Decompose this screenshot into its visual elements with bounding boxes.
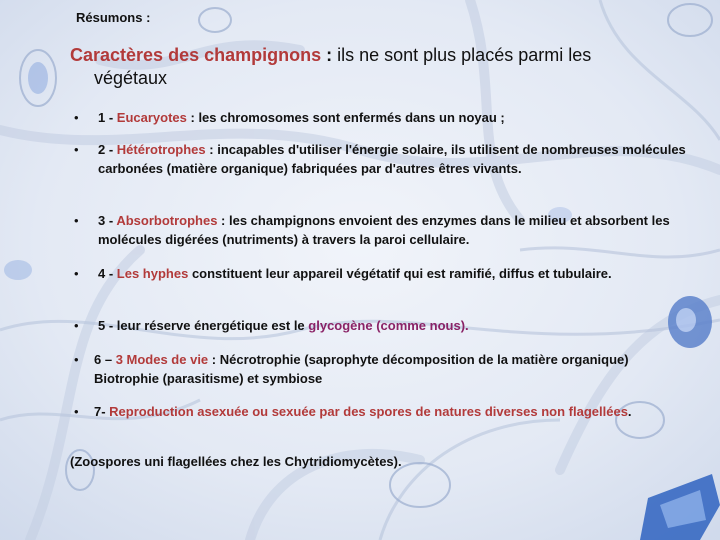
footer-note: (Zoospores uni flagellées chez les Chytridiomycètes).: [70, 454, 402, 469]
item-text: .: [627, 404, 632, 419]
item-text: : les champignons envoient des enzymes dans le milieu et absorbent les molécules digérées (nutriments) à travers la paroi cellulaire.: [98, 213, 670, 247]
item-text: : incapables d'utiliser l'énergie solaire, ils utilisent de nombreuses molécules carbonées (matière organique) fabriquées par d'autres êtres vivants.: [98, 142, 686, 176]
item-number: 4 -: [98, 266, 117, 281]
bullet-icon: •: [74, 142, 79, 157]
item-text: constituent leur appareil végétatif qui est ramifié, diffus et tubulaire.: [188, 266, 612, 281]
title-rest-line1: ils ne sont plus placés parmi les: [337, 45, 592, 65]
item-number: 2 -: [98, 142, 117, 157]
list-item-7: [74, 402, 694, 421]
item-number: 7-: [94, 404, 110, 419]
bullet-icon: •: [74, 404, 79, 419]
bullet-icon: •: [74, 318, 79, 333]
list-item-1: [74, 108, 694, 127]
item-text: : Nécrotrophie (saprophyte décomposition de la matière organique) Biotrophie (parasitisme) et symbiose: [94, 352, 629, 386]
title-highlight: Caractères des champignons: [70, 45, 322, 65]
slide-heading: Résumons :: [76, 10, 151, 25]
item-term: Hétérotrophes: [116, 142, 206, 157]
bullet-icon: •: [74, 352, 79, 367]
bullet-icon: •: [74, 213, 79, 228]
item-term: glycogène (comme nous): [308, 318, 466, 333]
item-number: 3 -: [98, 213, 117, 228]
item-term: 3 Modes de vie: [115, 352, 209, 367]
list-item-4: [74, 264, 694, 283]
bullet-icon: •: [74, 266, 79, 281]
bullet-icon: •: [74, 110, 79, 125]
item-term: Les hyphes: [116, 266, 189, 281]
item-number: 6 –: [94, 352, 116, 367]
slide-title: [70, 44, 700, 90]
list-item-3: [74, 211, 694, 249]
item-number: 5 - leur réserve énergétique est le: [98, 318, 309, 333]
list-item-5: [74, 316, 694, 335]
item-term: Reproduction asexuée ou sexuée par des spores de natures diverses non flagellées: [109, 404, 628, 419]
title-rest-line2: végétaux: [94, 68, 168, 88]
item-text: : les chromosomes sont enfermés dans un noyau ;: [186, 110, 505, 125]
item-text: .: [465, 318, 469, 333]
list-item-6: [74, 350, 694, 388]
item-term: Eucaryotes: [116, 110, 187, 125]
list-item-2: [74, 140, 694, 178]
item-term: Absorbotrophes: [116, 213, 218, 228]
item-number: 1 -: [98, 110, 117, 125]
title-separator: :: [321, 45, 338, 65]
